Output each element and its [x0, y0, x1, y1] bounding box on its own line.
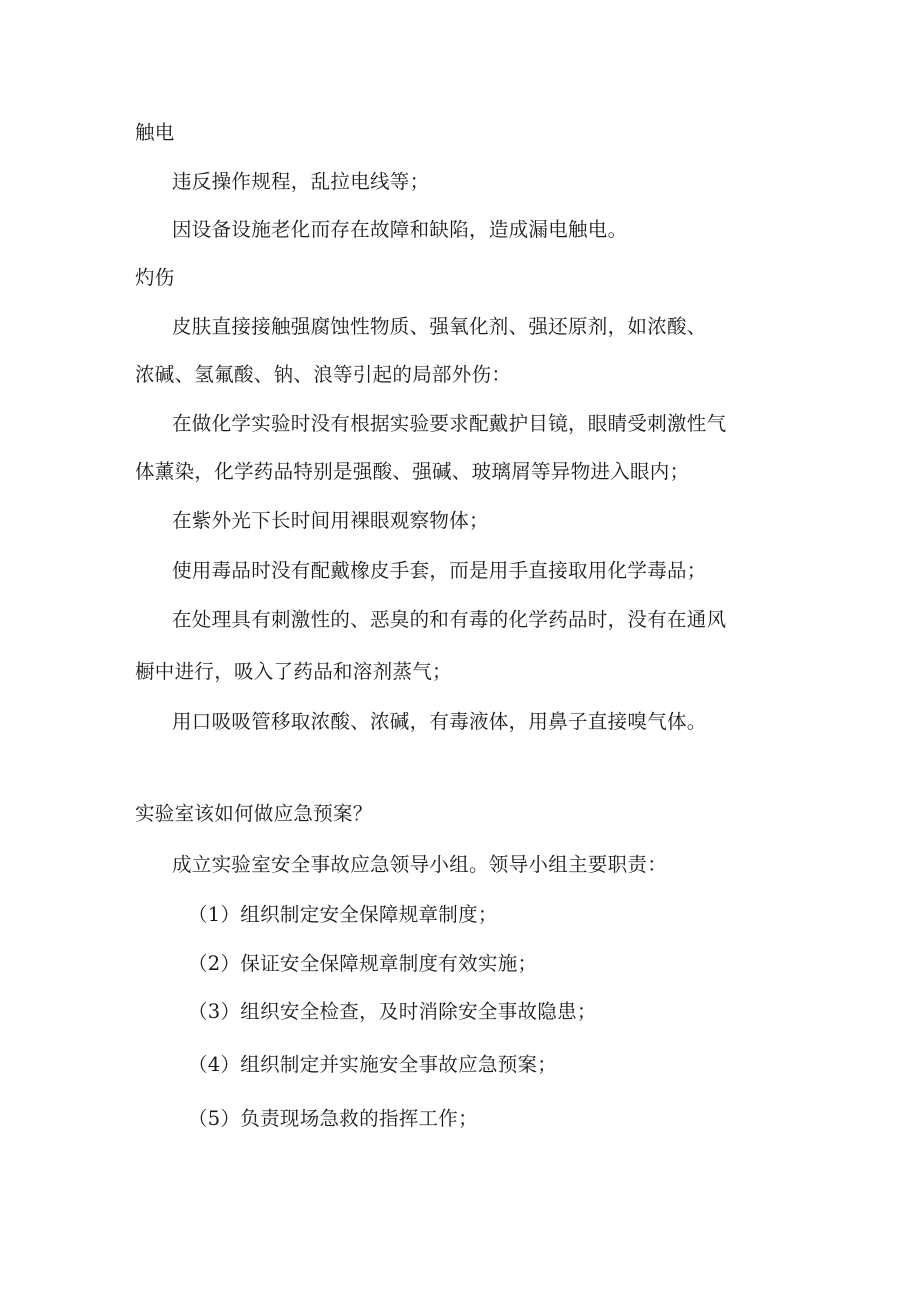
paragraph-continuation: 浓碱、氢氟酸、钠、浪等引起的局部外伤：: [135, 363, 512, 386]
duty-item: （2）保证安全保障规章制度有效实施；: [188, 952, 538, 975]
duty-item: （3）组织安全检查，及时消除安全事故隐患；: [188, 1000, 597, 1023]
paragraph: 在处理具有刺激性的、恶臭的和有毒的化学药品时，没有在通风: [172, 608, 727, 631]
paragraph: 成立实验室安全事故应急领导小组。领导小组主要职责：: [172, 853, 668, 876]
paragraph: 皮肤直接接触强腐蚀性物质、强氧化剂、强还原剂，如浓酸、: [172, 315, 707, 338]
paragraph: 因设备设施老化而存在故障和缺陷，造成漏电触电。: [172, 218, 628, 241]
duty-item: （5）负责现场急救的指挥工作；: [188, 1107, 478, 1130]
paragraph: 违反操作规程，乱拉电线等；: [172, 170, 430, 193]
paragraph: 使用毒品时没有配戴橡皮手套，而是用手直接取用化学毒品；: [172, 559, 707, 582]
duty-item: （4）组织制定并实施安全事故应急预案；: [188, 1053, 558, 1076]
section-heading-electric-shock: 触电: [135, 121, 175, 144]
paragraph-continuation: 体薰染，化学药品特别是强酸、强碱、玻璃屑等异物进入眼内；: [135, 460, 690, 483]
duty-item: （1）组织制定安全保障规章制度；: [188, 903, 498, 926]
section-heading-burns: 灼伤: [135, 266, 175, 289]
section-heading-emergency-plan: 实验室该如何做应急预案？: [135, 802, 373, 825]
paragraph-continuation: 橱中进行，吸入了药品和溶剂蒸气；: [135, 660, 452, 683]
paragraph: 用口吸吸管移取浓酸、浓碱，有毒液体，用鼻子直接嗅气体。: [172, 710, 707, 733]
paragraph: 在紫外光下长时间用裸眼观察物体；: [172, 509, 489, 532]
paragraph: 在做化学实验时没有根据实验要求配戴护目镜，眼睛受刺激性气: [172, 412, 727, 435]
